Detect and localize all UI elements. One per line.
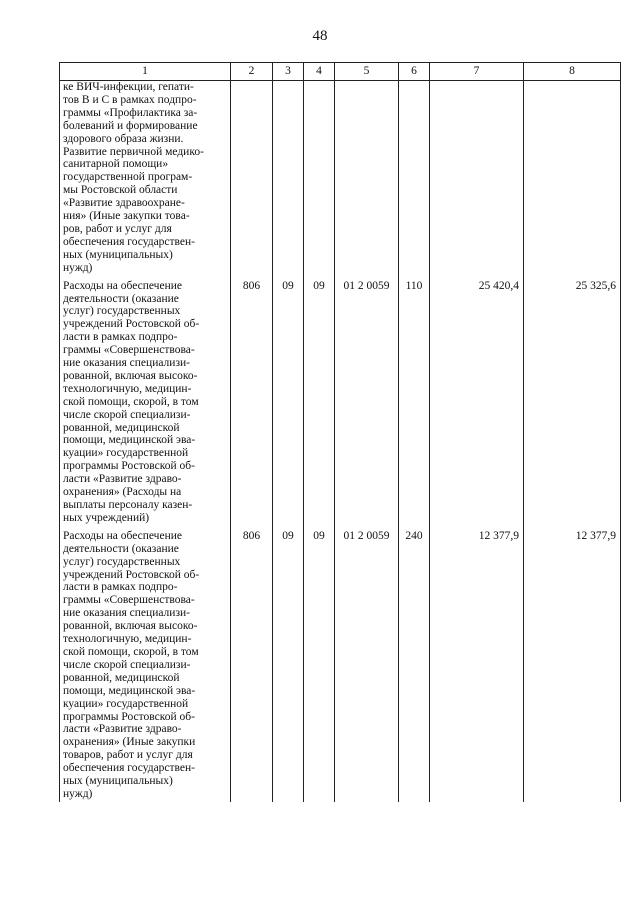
description-line: обеспечения государствен- [63, 235, 196, 248]
table-header-row [60, 63, 621, 81]
description-line: санитарной помощи» [63, 158, 169, 171]
header-cell: 1 [60, 63, 231, 81]
amount-2-cell [524, 81, 621, 275]
description-line: мы Ростовской области [63, 184, 178, 197]
description-line: ных (муниципальных) [63, 248, 173, 261]
description-cell [60, 275, 231, 525]
description-cell [60, 81, 231, 275]
description-line: болеваний и формирование [63, 119, 198, 132]
description-line: программы Ростовской об- [63, 460, 195, 473]
description-line: куации» государственной [63, 697, 189, 710]
header-cell: 6 [399, 63, 430, 81]
description-line: обеспечения государствен- [63, 762, 196, 775]
description-line: выплаты персоналу казен- [63, 499, 193, 511]
description-line: рованной, медицинской [63, 421, 180, 434]
description-line: ния» (Иные закупки това- [63, 210, 190, 223]
description-line: Расходы на обеспечение [63, 529, 182, 542]
description-line: куации» государственной [63, 447, 189, 460]
description-line: рованной, включая высоко- [63, 369, 198, 382]
description-line: государственной програм- [63, 171, 193, 184]
description-line: технологичную, медицин- [63, 382, 192, 395]
description-line: помощи, медицинской эва- [63, 434, 196, 447]
description-line: программы Ростовской об- [63, 710, 195, 723]
amount-2-cell: 25 325,6 [524, 275, 621, 525]
amount-1-cell: 25 420,4 [430, 275, 524, 525]
description-line: товаров, работ и услуг для [63, 749, 193, 762]
description-line: тов В и С в рамках подпро- [63, 93, 197, 106]
section-code-cell [273, 81, 304, 275]
description-line: услуг) государственных [63, 305, 181, 318]
description-line: ние оказания специализи- [63, 607, 190, 620]
description-line: услуг) государственных [63, 555, 181, 568]
expense-type-cell: 110 [399, 275, 430, 525]
description-line: граммы «Совершенствова- [63, 594, 195, 607]
description-line: ров, работ и услуг для [63, 222, 172, 235]
description-line: ке ВИЧ-инфекции, гепати- [63, 81, 194, 93]
description-line: охранения» (Иные закупки [63, 736, 196, 749]
section-code-cell: 09 [273, 525, 304, 802]
description-line: числе скорой специализи- [63, 658, 191, 671]
description-line: ласти «Развитие здраво- [63, 473, 182, 486]
description-line: учреждений Ростовской об- [63, 318, 200, 331]
ministry-code-cell: 806 [231, 525, 273, 802]
description-line: числе скорой специализи- [63, 408, 191, 421]
target-article-cell [335, 81, 399, 275]
description-line: граммы «Совершенствова- [63, 344, 195, 357]
description-line: помощи, медицинской эва- [63, 684, 196, 697]
header-cell: 8 [524, 63, 621, 81]
description-line: ных (муниципальных) [63, 775, 173, 788]
description-line: ласти в рамках подпро- [63, 581, 178, 594]
header-cell: 3 [273, 63, 304, 81]
description-line: ской помощи, скорой, в том [63, 395, 199, 408]
ministry-code-cell [231, 81, 273, 275]
description-cell [60, 525, 231, 802]
header-cell: 5 [335, 63, 399, 81]
description-line: технологичную, медицин- [63, 633, 192, 646]
header-cell: 4 [304, 63, 335, 81]
expense-type-cell [399, 81, 430, 275]
page-number: 48 [312, 28, 328, 44]
description-line: ласти в рамках подпро- [63, 331, 178, 344]
description-line: деятельности (оказание [63, 292, 179, 305]
target-article-cell: 01 2 0059 [335, 525, 399, 802]
description-line: Развитие первичной медико- [63, 145, 204, 158]
description-line: граммы «Профилактика за- [63, 106, 198, 119]
section-code-cell: 09 [273, 275, 304, 525]
description-line: нужд) [63, 787, 93, 800]
description-line: «Развитие здравоохране- [63, 197, 185, 210]
description-line: учреждений Ростовской об- [63, 568, 200, 581]
amount-1-cell: 12 377,9 [430, 525, 524, 802]
table-body [60, 81, 621, 802]
description-line: ние оказания специализи- [63, 357, 190, 370]
description-line: Расходы на обеспечение [63, 279, 182, 292]
description-line: нужд) [63, 261, 93, 274]
header-cell: 7 [430, 63, 524, 81]
subsection-code-cell [304, 81, 335, 275]
budget-table [59, 62, 621, 802]
subsection-code-cell: 09 [304, 525, 335, 802]
table-row [60, 525, 621, 802]
amount-2-cell: 12 377,9 [524, 525, 621, 802]
expense-type-cell: 240 [399, 525, 430, 802]
subsection-code-cell: 09 [304, 275, 335, 525]
description-line: ласти «Развитие здраво- [63, 723, 182, 736]
description-line: ных учреждений) [63, 511, 150, 524]
header-cell: 2 [231, 63, 273, 81]
description-line: здорового образа жизни. [63, 132, 184, 145]
amount-1-cell [430, 81, 524, 275]
table-row [60, 81, 621, 275]
description-line: охранения» (Расходы на [63, 486, 182, 499]
target-article-cell: 01 2 0059 [335, 275, 399, 525]
ministry-code-cell: 806 [231, 275, 273, 525]
description-line: рованной, медицинской [63, 671, 180, 684]
description-line: ской помощи, скорой, в том [63, 645, 199, 658]
description-line: рованной, включая высоко- [63, 620, 198, 633]
description-line: деятельности (оказание [63, 542, 179, 555]
table-row [60, 275, 621, 525]
